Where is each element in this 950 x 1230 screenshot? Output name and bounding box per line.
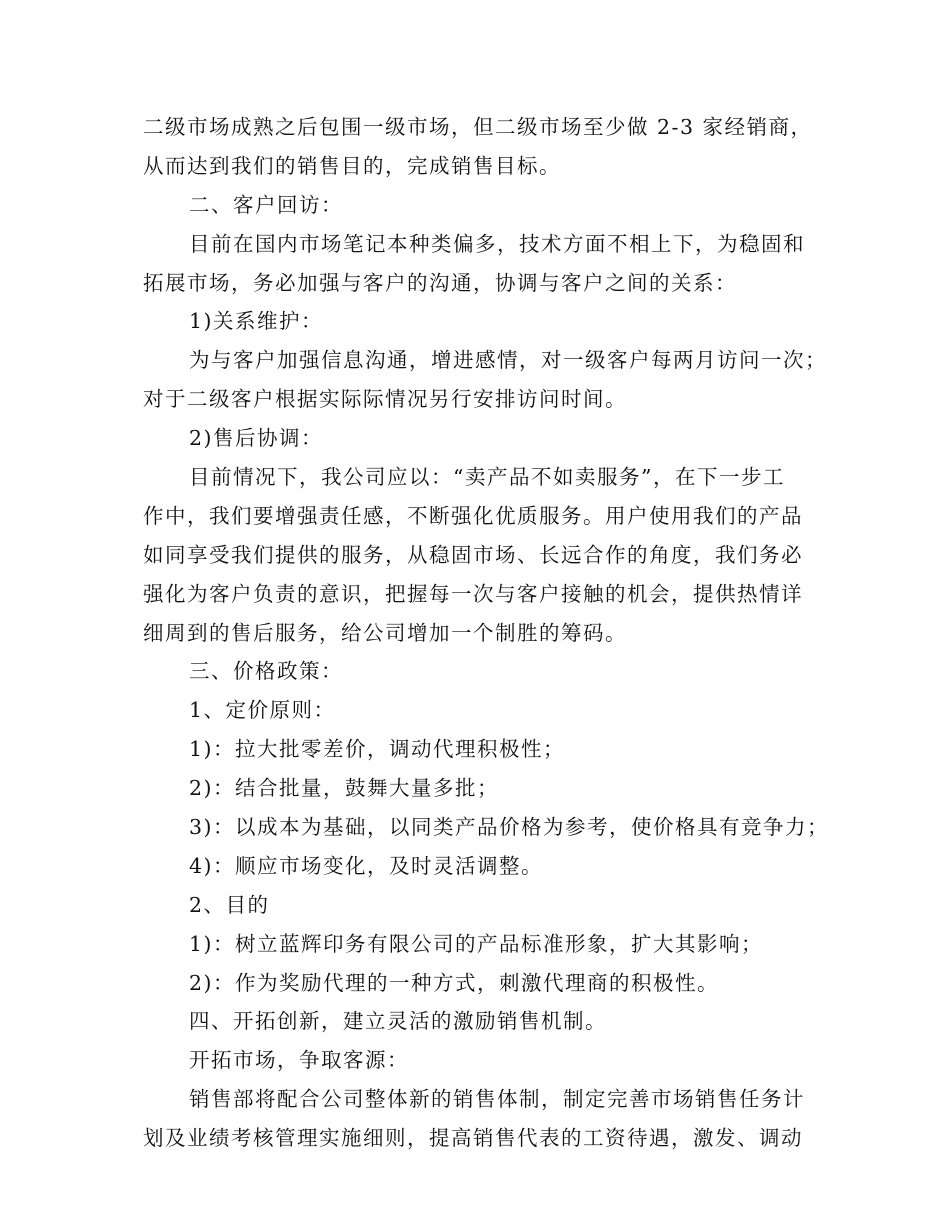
text-line: 作中，我们要增强责任感，不断强化优质服务。用户使用我们的产品	[143, 503, 803, 528]
text-line: 1)：拉大批零差价，调动代理积极性；	[189, 737, 566, 762]
text-line: 3)：以成本为基础，以同类产品价格为参考，使价格具有竞争力；	[189, 815, 830, 840]
text-line: 二、客户回访：	[189, 192, 343, 217]
text-line: 四、开拓创新，建立灵活的激励销售机制。	[189, 1009, 607, 1034]
text-line: 1)关系维护：	[189, 309, 324, 334]
text-line: 2)：结合批量，鼓舞大量多批；	[189, 776, 500, 801]
text-line: 拓展市场，务必加强与客户的沟通，协调与客户之间的关系：	[143, 270, 737, 295]
text-line: 二级市场成熟之后包围一级市场，但二级市场至少做 2-3 家经销商，	[143, 115, 813, 139]
text-line: 强化为客户负责的意识，把握每一次与客户接触的机会，提供热情详	[143, 581, 803, 606]
text-line: 为与客户加强信息沟通，增进感情，对一级客户每两月访问一次；	[189, 348, 827, 373]
text-line: 4)：顺应市场变化，及时灵活调整。	[189, 853, 544, 878]
text-line: 2、目的	[189, 892, 270, 917]
text-line: 目前在国内市场笔记本种类偏多，技术方面不相上下，为稳固和	[189, 231, 805, 256]
text-line: 如同享受我们提供的服务，从稳固市场、长远合作的角度，我们务必	[143, 542, 803, 567]
text-line: 销售部将配合公司整体新的销售体制，制定完善市场销售任务计	[189, 1087, 805, 1112]
text-line: 细周到的售后服务，给公司增加一个制胜的筹码。	[143, 620, 627, 645]
text-line: 2)售后协调：	[189, 426, 324, 451]
text-line: 1、定价原则：	[189, 698, 336, 723]
text-line: 2)：作为奖励代理的一种方式，刺激代理商的积极性。	[189, 970, 720, 995]
text-line: 对于二级客户根据实际际情况另行安排访问时间。	[143, 387, 627, 412]
document-body	[143, 108, 830, 1158]
text-line: 目前情况下，我公司应以：“卖产品不如卖服务”，在下一步工	[189, 465, 785, 490]
text-line: 划及业绩考核管理实施细则，提高销售代表的工资待遇，激发、调动	[143, 1126, 803, 1151]
text-line: 1)：树立蓝辉印务有限公司的产品标准形象，扩大其影响；	[189, 931, 764, 956]
text-line: 开拓市场，争取客源：	[189, 1048, 409, 1073]
text-line: 从而达到我们的销售目的，完成销售目标。	[143, 153, 561, 178]
text-line: 三、价格政策：	[189, 659, 343, 684]
